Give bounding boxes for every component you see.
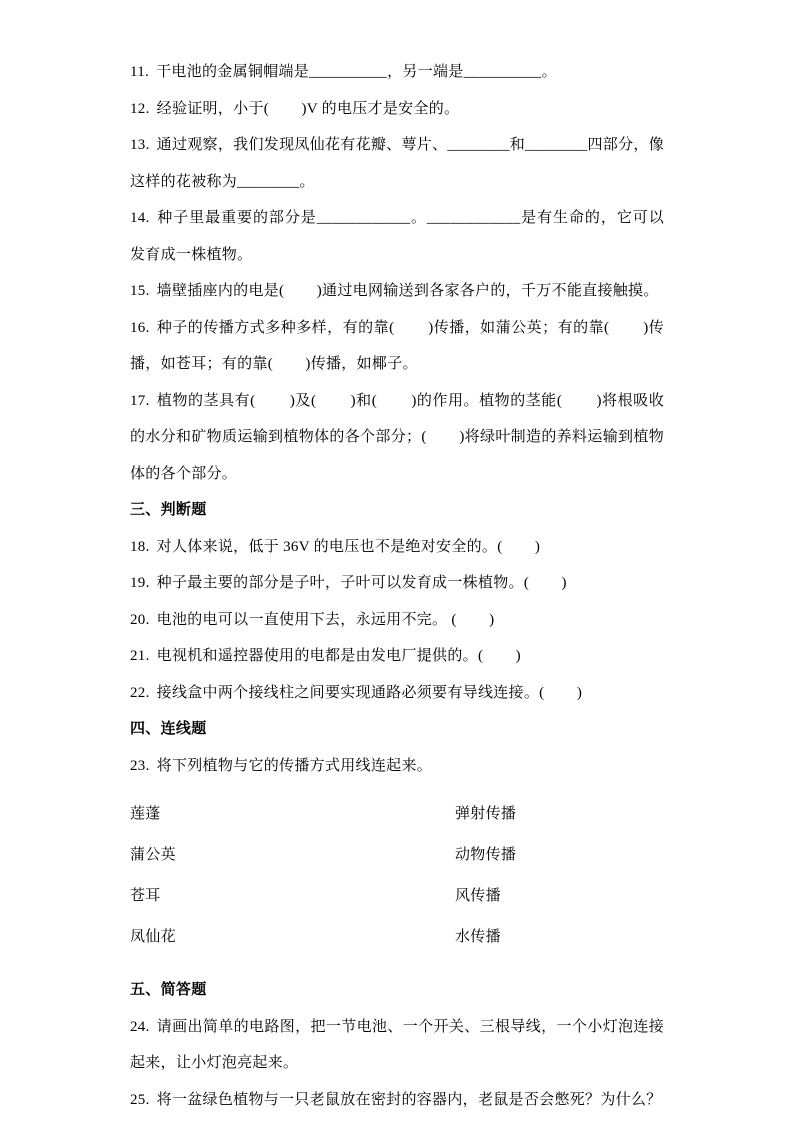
match-row-2: [130, 835, 664, 876]
question-21: [130, 638, 664, 675]
section-header-short-answer: 五、简答题: [130, 981, 207, 998]
question-20: [130, 602, 664, 639]
question-15: [130, 273, 664, 310]
match-row-1: [130, 794, 664, 835]
question-11-number: 11.: [130, 64, 150, 80]
match-method-2: 动物传播: [455, 847, 517, 863]
question-24-number: 24.: [130, 1018, 150, 1035]
question-18-text: 对人体来说，低于 36V 的电压也不是绝对安全的。( ): [156, 538, 541, 555]
question-15-text: 墙壁插座内的电是( )通过电网输送到各家各户的，千万不能直接触摸。: [156, 283, 659, 299]
match-plant-2: 蒲公英: [130, 847, 176, 863]
match-method-1: 弹射传播: [455, 806, 517, 822]
question-24-text: 请画出简单的电路图，把一节电池、一个开关、三根导线，一个小灯泡连接起来，让小灯泡亮起来。: [130, 1018, 664, 1071]
section-header-matching: 四、连线题: [130, 720, 207, 737]
question-24: [130, 1009, 664, 1082]
question-18-number: 18.: [130, 538, 150, 555]
question-13: [130, 127, 664, 200]
match-plant-1: 莲蓬: [130, 806, 161, 822]
question-12-number: 12.: [130, 100, 150, 117]
question-14-number: 14.: [130, 210, 150, 226]
question-22-number: 22.: [130, 684, 150, 701]
section-header-judgment: 三、判断题: [130, 501, 207, 518]
question-25-number: 25.: [130, 1091, 150, 1108]
match-plant-4: 凤仙花: [130, 929, 176, 945]
question-21-number: 21.: [130, 648, 150, 664]
question-17: [130, 383, 664, 493]
question-25: [130, 1082, 664, 1119]
question-13-text: 通过观察，我们发现凤仙花有花瓣、萼片、________和________四部分，像这样的花被称为________。: [130, 137, 664, 190]
question-20-number: 20.: [130, 611, 150, 628]
question-13-number: 13.: [130, 137, 150, 153]
question-18: [130, 529, 664, 566]
question-17-text: 植物的茎具有( )及( )和( )的作用。植物的茎能( )将根吸收的水分和矿物质运输到植物体的各个部分；( )将绿叶制造的养料运输到植物体的各个部分。: [130, 392, 664, 482]
question-12: [130, 91, 664, 128]
question-21-text: 电视机和遥控器使用的电都是由发电厂提供的。( ): [156, 648, 521, 664]
match-method-4: 水传播: [455, 929, 501, 945]
match-row-3: [130, 876, 664, 917]
match-row-4: [130, 917, 664, 958]
question-16-number: 16.: [130, 319, 150, 336]
question-11-text: 干电池的金属铜帽端是__________，另一端是__________。: [156, 64, 557, 80]
question-25-text: 将一盆绿色植物与一只老鼠放在密封的容器内，老鼠是否会憋死？为什么？: [156, 1091, 662, 1108]
question-14: [130, 200, 664, 273]
question-16: [130, 310, 664, 383]
question-23: [130, 748, 664, 785]
question-19-number: 19.: [130, 575, 150, 591]
question-11: [130, 54, 664, 91]
question-17-number: 17.: [130, 392, 150, 409]
question-19: [130, 565, 664, 602]
question-15-number: 15.: [130, 283, 150, 299]
question-12-text: 经验证明，小于( )V 的电压才是安全的。: [156, 100, 460, 117]
question-22-text: 接线盒中两个接线柱之间要实现通路必须要有导线连接。( ): [156, 684, 583, 701]
match-plant-3: 苍耳: [130, 888, 161, 904]
question-19-text: 种子最主要的部分是子叶，子叶可以发育成一株植物。( ): [156, 575, 567, 591]
question-22: [130, 675, 664, 712]
question-23-number: 23.: [130, 757, 150, 774]
question-23-text: 将下列植物与它的传播方式用线连起来。: [156, 757, 433, 774]
matching-list: [130, 794, 664, 958]
question-14-text: 种子里最重要的部分是____________。____________是有生命的，它可以发育成一株植物。: [130, 210, 664, 263]
question-16-text: 种子的传播方式多种多样，有的靠( )传播，如蒲公英；有的靠( )传播，如苍耳；有的靠( )传播，如椰子。: [130, 319, 664, 372]
match-method-3: 风传播: [455, 888, 501, 904]
question-20-text: 电池的电可以一直使用下去，永远用不完。 ( ): [156, 611, 495, 628]
document-content: [130, 54, 664, 1118]
